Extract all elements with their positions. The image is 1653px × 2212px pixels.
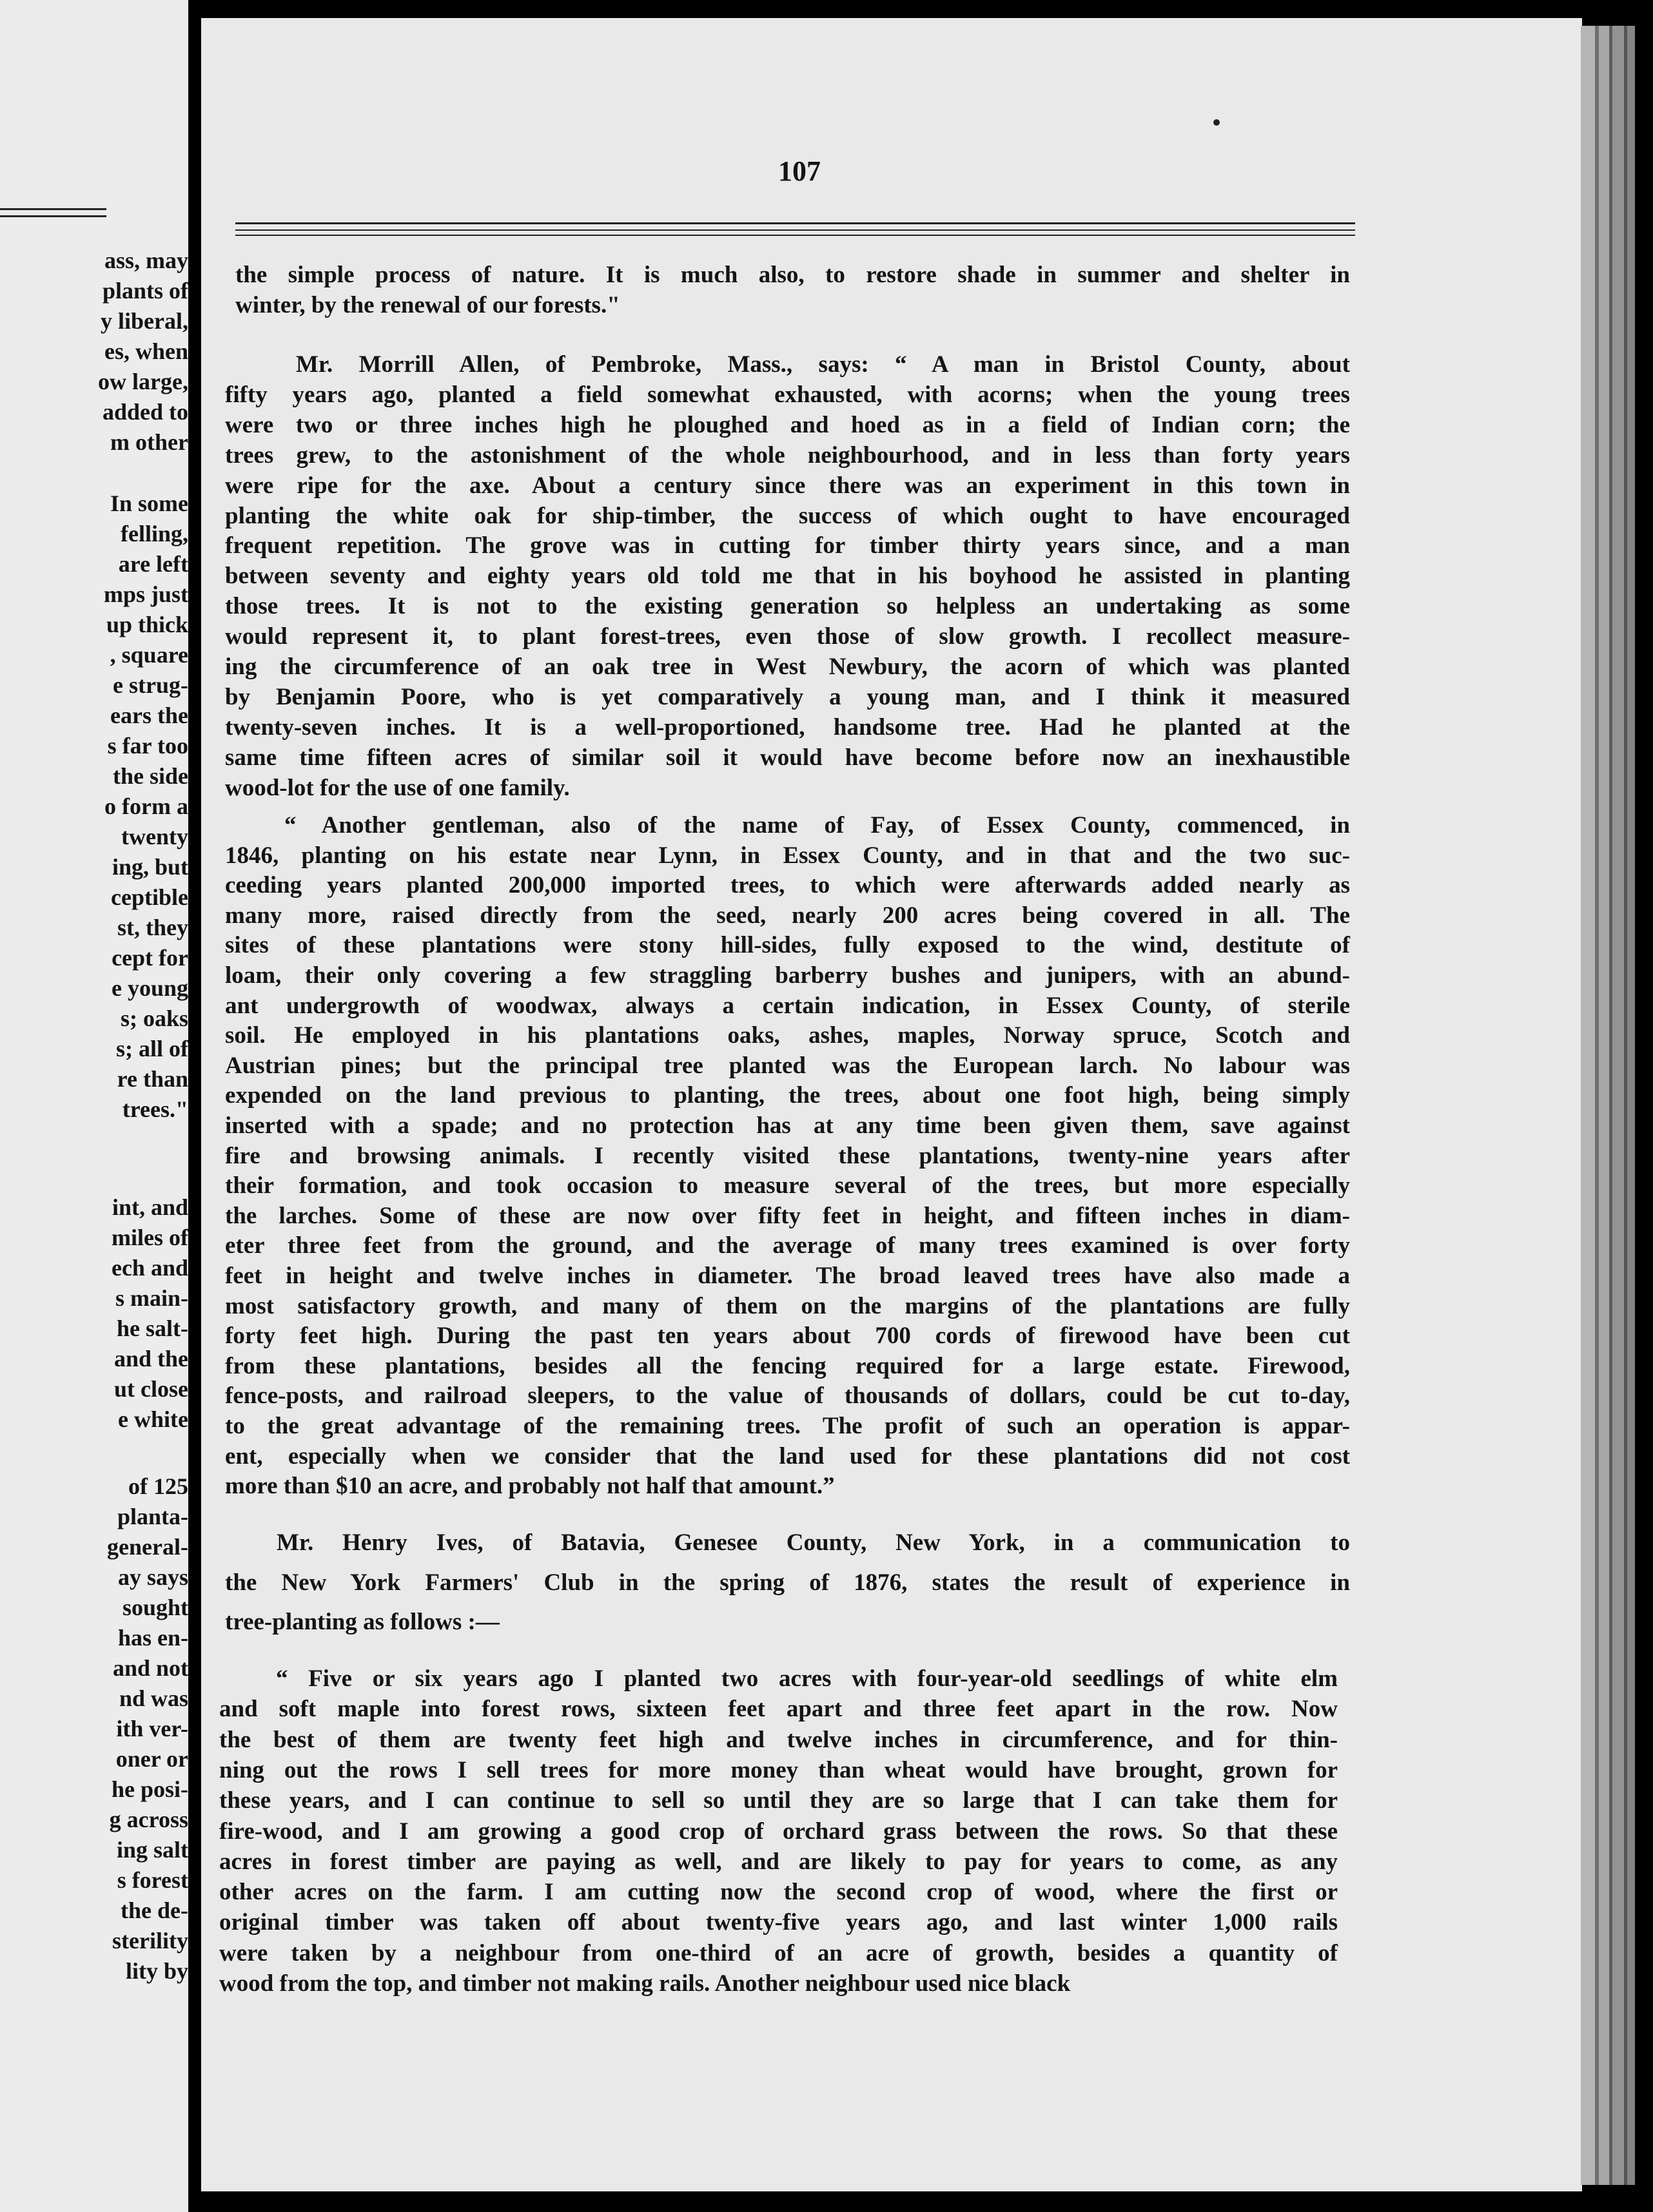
text-line: “ Another gentleman, also of the name of Fay, of Essex County, commenced, in [284, 812, 1350, 839]
text-line: expended on the land previous to planting, the trees, about one foot high, being simply [225, 1082, 1350, 1109]
facing-page-line: nd was [119, 1685, 188, 1711]
facing-page-rule [0, 208, 106, 210]
text-line: more than $10 an acre, and probably not half that amount.” [225, 1473, 835, 1500]
facing-page-line: ow large, [98, 369, 188, 394]
facing-page-line: he posi- [111, 1776, 188, 1802]
text-line: the best of them are twenty feet high and twelve inches in circumference, and for thin- [219, 1726, 1338, 1753]
facing-page-line: trees." [122, 1096, 188, 1122]
facing-page-line: miles of [112, 1225, 188, 1250]
text-line: Mr. Henry Ives, of Batavia, Genesee County, New York, in a communication to [277, 1529, 1350, 1556]
facing-page-line: s main- [115, 1285, 188, 1311]
text-line: wood from the top, and timber not making rails. Another neighbour used nice black [219, 1970, 1071, 1997]
facing-page-line: has en- [117, 1625, 188, 1651]
text-line: loam, their only covering a few straggling barberry bushes and junipers, with an abund- [225, 962, 1350, 989]
text-line: fire-wood, and I am growing a good crop of orchard grass between the rows. So that these [219, 1818, 1338, 1845]
facing-page-line: ut close [114, 1376, 188, 1402]
page-edges [1581, 26, 1635, 2185]
facing-page-line: s forest [117, 1867, 188, 1893]
text-line: “ Five or six years ago I planted two acres with four-year-old seedlings of white elm [276, 1665, 1338, 1692]
text-line: from these plantations, besides all the fencing required for a large estate. Firewood, [225, 1352, 1350, 1379]
ink-spot [1213, 119, 1220, 126]
facing-page-line: es, when [104, 338, 188, 364]
text-line: the New York Farmers' Club in the spring of 1876, states the result of experience in [225, 1569, 1350, 1596]
text-line: their formation, and took occasion to measure several of the trees, but more especially [225, 1172, 1350, 1199]
facing-page-line: m other [110, 429, 188, 455]
text-line: trees grew, to the astonishment of the whole neighbourhood, and in less than forty years [225, 441, 1350, 469]
text-line: ceeding years planted 200,000 imported trees, to which were afterwards added nearly as [225, 872, 1350, 899]
facing-page-line: g across [109, 1807, 188, 1832]
text-line: original timber was taken off about twenty-five years ago, and last winter 1,000 rails [219, 1909, 1338, 1936]
facing-page-line: general- [107, 1534, 188, 1560]
text-line: same time fifteen acres of similar soil it would have become before now an inexhaustible [225, 744, 1350, 771]
text-line: the simple process of nature. It is much also, to restore shade in summer and shelter in [235, 262, 1350, 288]
facing-page-line: the de- [121, 1897, 188, 1923]
text-line: ning out the rows I sell trees for more money than wheat would have brought, grown for [219, 1756, 1338, 1783]
facing-page [0, 0, 188, 2212]
facing-page-line: mps just [103, 581, 188, 607]
text-line: eter three feet from the ground, and the average of many trees examined is over forty [225, 1232, 1350, 1259]
text-line: between seventy and eighty years old told me that in his boyhood he assisted in planting [225, 563, 1350, 590]
facing-page-line: sought [122, 1595, 188, 1620]
text-line: feet in height and twelve inches in diameter. The broad leaved trees have also made a [225, 1263, 1350, 1289]
facing-page-line: oner or [115, 1746, 188, 1772]
text-line: fire and browsing animals. I recently visited these plantations, twenty-nine years after [225, 1142, 1350, 1169]
facing-page-line: s; all of [116, 1036, 188, 1062]
facing-page-line: ass, may [104, 247, 188, 273]
text-line: acres in forest timber are paying as well, and are likely to pay for years to come, as any [219, 1848, 1338, 1875]
facing-page-line: up thick [106, 612, 188, 637]
facing-page-line: planta- [117, 1504, 188, 1529]
facing-page-line: st, they [117, 915, 188, 940]
facing-page-line: ech and [111, 1255, 188, 1281]
text-line: were ripe for the axe. About a century since there was an experiment in this town in [225, 472, 1350, 499]
facing-page-line: lity by [125, 1958, 188, 1984]
text-line: to the great advantage of the remaining trees. The profit of such an operation is appar- [225, 1413, 1350, 1439]
facing-page-line: ing salt [116, 1837, 188, 1863]
facing-page-line: plants of [102, 278, 188, 304]
text-line: planting the white oak for ship-timber, the success of which ought to have encouraged [225, 502, 1350, 529]
facing-page-line: o form a [104, 793, 188, 819]
facing-page-line: int, and [112, 1194, 188, 1220]
facing-page-line: ears the [110, 703, 188, 728]
header-rule [235, 222, 1355, 224]
text-line: tree-planting as follows :— [225, 1609, 500, 1635]
facing-page-line: cept for [112, 945, 188, 971]
text-line: ing the circumference of an oak tree in West Newbury, the acorn of which was planted [225, 654, 1350, 680]
text-line: ant undergrowth of woodwax, always a certain indication, in Essex County, of sterile [225, 992, 1350, 1019]
facing-page-line: ith ver- [116, 1716, 188, 1741]
facing-page-line: he salt- [117, 1315, 188, 1341]
text-line: Austrian pines; but the principal tree planted was the European larch. No labour was [225, 1052, 1350, 1079]
text-line: soil. He employed in his plantations oaks, ashes, maples, Norway spruce, Scotch and [225, 1022, 1350, 1049]
text-line: wood-lot for the use of one family. [225, 774, 570, 801]
text-line: the larches. Some of these are now over fifty feet in height, and fifteen inches in diam- [225, 1202, 1350, 1229]
text-line: winter, by the renewal of our forests." [235, 291, 620, 318]
text-line: by Benjamin Poore, who is yet comparatively a young man, and I think it measured [225, 683, 1350, 710]
text-line: and soft maple into forest rows, sixteen feet apart and three feet apart in the row. Now [219, 1696, 1338, 1723]
text-line: were two or three inches high he ploughed and hoed as in a field of Indian corn; the [225, 411, 1350, 438]
facing-page-line: s; oaks [120, 1005, 188, 1031]
text-line: would represent it, to plant forest-trees, even those of slow growth. I recollect measure- [225, 623, 1350, 650]
text-line: many more, raised directly from the seed, nearly 200 acres being covered in all. The [225, 902, 1350, 929]
text-line: 1846, planting on his estate near Lynn, in Essex County, and in that and the two suc- [225, 842, 1350, 869]
text-line: fifty years ago, planted a field somewhat exhausted, with acorns; when the young trees [225, 381, 1350, 408]
facing-page-line: e strug- [113, 672, 188, 698]
text-line: those trees. It is not to the existing generation so helpless an undertaking as some [225, 593, 1350, 620]
text-line: were taken by a neighbour from one-third of an acre of growth, besides a quantity of [219, 1939, 1338, 1966]
facing-page-line: e young [111, 975, 188, 1001]
text-line: Mr. Morrill Allen, of Pembroke, Mass., says: “ A man in Bristol County, about [296, 351, 1350, 378]
text-line: twenty-seven inches. It is a well-proportioned, handsome tree. Had he planted at the [225, 713, 1350, 741]
text-line: inserted with a spade; and no protection has at any time been given them, save against [225, 1112, 1350, 1139]
text-line: sites of these plantations were stony hill-sides, fully exposed to the wind, destitute of [225, 932, 1350, 959]
text-line: ent, especially when we consider that the land used for these plantations did not cost [225, 1442, 1350, 1470]
text-line: most satisfactory growth, and many of them on the margins of the plantations are fully [225, 1292, 1350, 1319]
facing-page-line: In some [110, 490, 188, 516]
facing-page-rule [0, 215, 106, 217]
facing-page-line: ing, but [112, 854, 188, 880]
page-number: 107 [778, 155, 821, 187]
facing-page-line: ceptible [111, 884, 188, 910]
text-line: frequent repetition. The grove was in cutting for timber thirty years since, and a man [225, 532, 1350, 559]
text-line: fence-posts, and railroad sleepers, to the value of thousands of dollars, could be cut to-day, [225, 1382, 1350, 1410]
facing-page-line: re than [117, 1066, 188, 1092]
facing-page-line: twenty [121, 824, 188, 849]
facing-page-line: ay says [117, 1564, 188, 1590]
header-rule-2 [235, 229, 1355, 231]
text-line: these years, and I can continue to sell so until they are so large that I can take them for [219, 1787, 1338, 1814]
facing-page-line: are left [118, 551, 188, 577]
facing-page-line: and the [113, 1346, 188, 1372]
facing-page-line: of 125 [128, 1473, 188, 1499]
facing-page-line: the side [113, 763, 188, 789]
facing-page-line: sterility [112, 1928, 188, 1954]
facing-page-line: , square [110, 642, 188, 668]
facing-page-line: and not [112, 1655, 188, 1681]
text-line: other acres on the farm. I am cutting now the second crop of wood, where the first or [219, 1879, 1338, 1906]
header-rule-3 [235, 235, 1355, 236]
facing-page-line: y liberal, [101, 308, 188, 334]
facing-page-line: e white [118, 1406, 188, 1432]
text-line: forty feet high. During the past ten years about 700 cords of firewood have been cut [225, 1323, 1350, 1350]
facing-page-line: felling, [121, 521, 188, 547]
facing-page-line: s far too [107, 733, 188, 759]
facing-page-line: added to [102, 399, 188, 425]
